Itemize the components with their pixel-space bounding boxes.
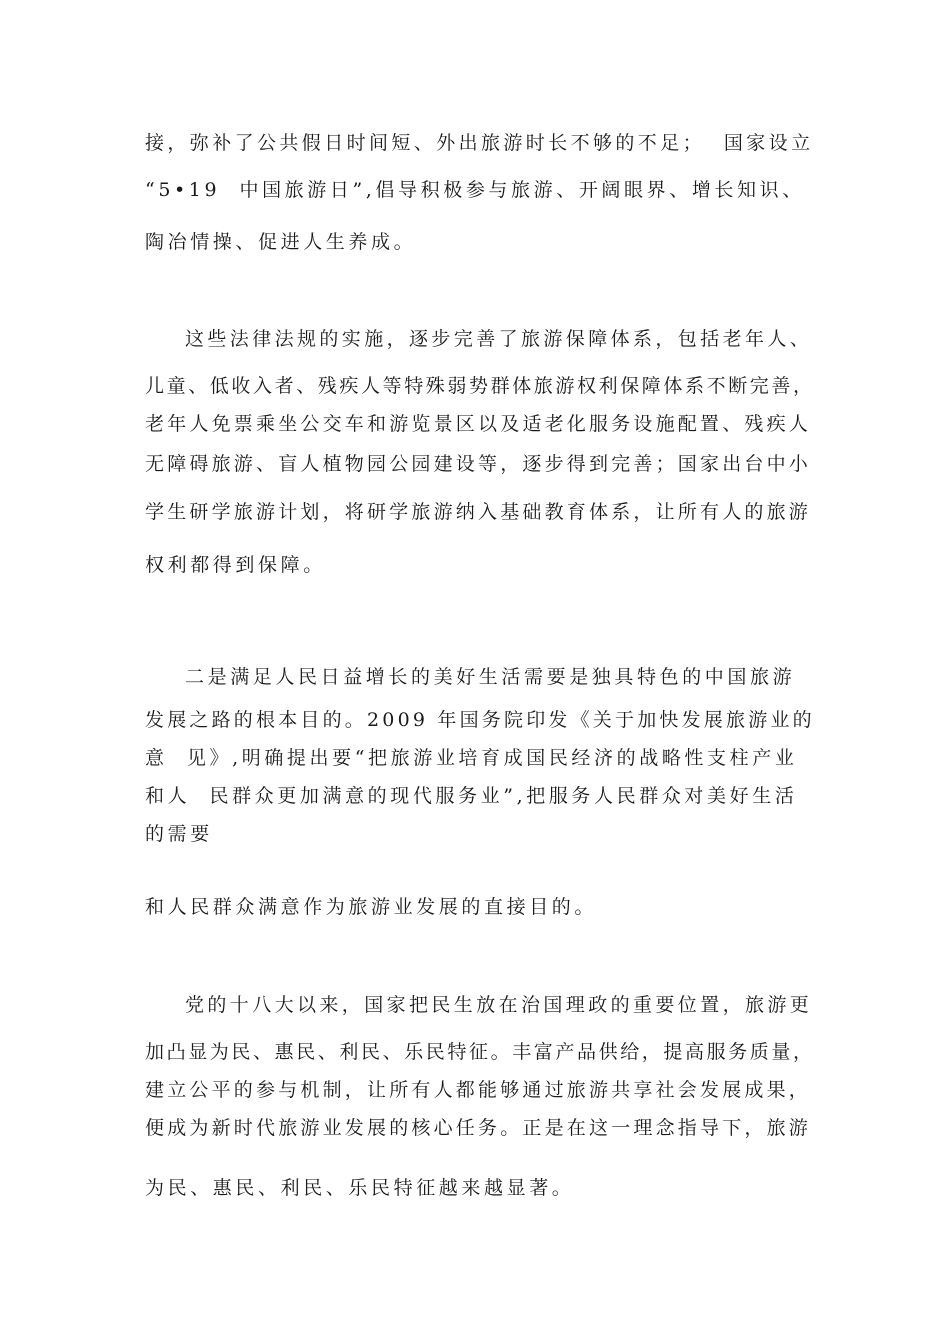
text-line: 儿童、低收入者、残疾人等特殊弱势群体旅游权利保障体系不断完善， xyxy=(145,375,815,397)
text-line: 这些法律法规的实施，逐步完善了旅游保障体系，包括老年人、 xyxy=(185,328,813,350)
text-line: 老年人免票乘坐公交车和游览景区以及适老化服务设施配置、残疾人 xyxy=(145,413,812,435)
text-line: 无障碍旅游、盲人植物园公园建设等，逐步得到完善；国家出台中小 xyxy=(145,453,812,475)
text-line: 的需要 xyxy=(145,823,213,845)
text-line: 学生研学旅游计划，将研学旅游纳入基础教育体系，让所有人的旅游 xyxy=(145,501,812,523)
text-line: 和人民群众满意作为旅游业发展的直接目的。 xyxy=(145,896,598,918)
text-line: 权利都得到保障。 xyxy=(145,554,326,576)
text-line: 加凸显为民、惠民、利民、乐民特征。丰富产品供给，提高服务质量， xyxy=(145,1041,815,1063)
text-line: 为民、惠民、利民、乐民特征越来越显著。 xyxy=(145,1177,575,1199)
text-line: 和人 民群众更加满意的现代服务业”,把服务人民群众对美好生活 xyxy=(145,785,798,807)
text-line: “5•19 中国旅游日”,倡导积极参与旅游、开阔眼界、增长知识、 xyxy=(145,179,805,201)
text-line: 党的十八大以来，国家把民生放在治国理政的重要位置，旅游更 xyxy=(185,994,813,1016)
text-line: 建立公平的参与机制，让所有人都能够通过旅游共享社会发展成果， xyxy=(145,1079,812,1101)
text-line: 意 见》,明确提出要“把旅游业培育成国民经济的战略性支柱产业 xyxy=(145,747,798,769)
text-line: 便成为新时代旅游业发展的核心任务。正是在这一理念指导下，旅游 xyxy=(145,1117,812,1139)
text-line: 发展之路的根本目的。2009 年国务院印发《关于加快发展旅游业的 xyxy=(145,709,815,731)
text-line: 接，弥补了公共假日时间短、外出旅游时长不够的不足； 国家设立 xyxy=(145,132,814,154)
text-line: 陶冶情操、促进人生养成。 xyxy=(145,231,417,253)
text-line: 二是满足人民日益增长的美好生活需要是独具特色的中国旅游 xyxy=(185,666,796,688)
